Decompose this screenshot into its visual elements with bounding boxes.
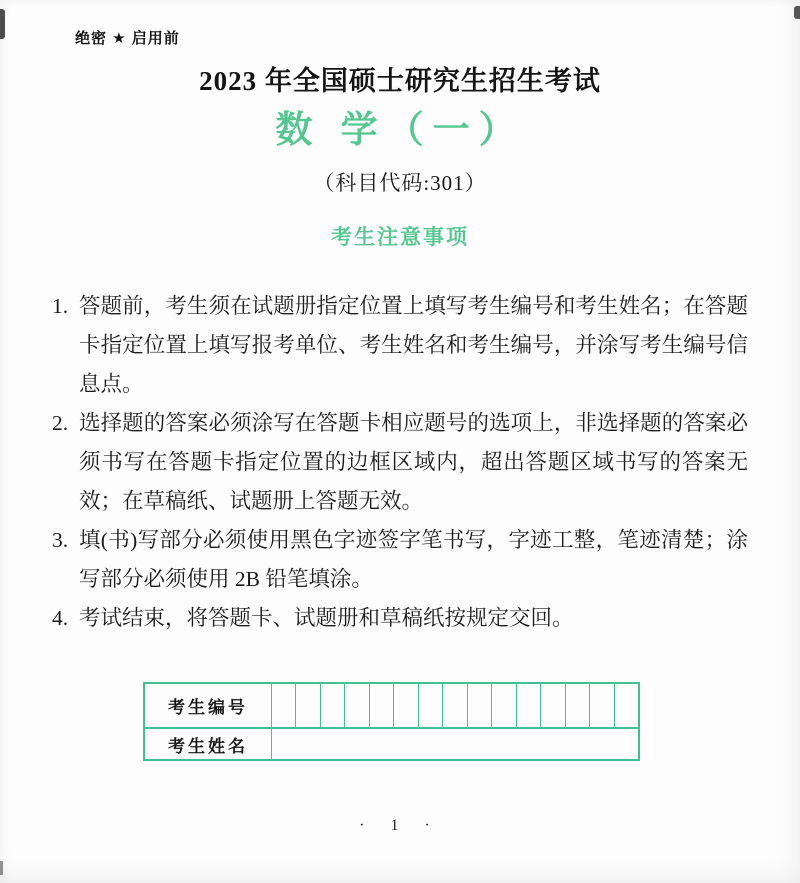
digit-cell <box>443 684 467 727</box>
digit-cell <box>590 684 614 727</box>
notice-heading: 考生注意事项 <box>331 226 469 249</box>
digit-cell <box>615 684 638 727</box>
digit-cell <box>566 684 590 727</box>
notice-text: 选择题的答案必须涂写在答题卡相应题号的选项上，非选择题的答案必须书写在答题卡指定位置的边框区域内，超出答题区域书写的答案无效；在草稿纸、试题册上答题无效。 <box>79 411 748 513</box>
digit-cell <box>296 684 320 727</box>
digit-cell <box>370 684 394 727</box>
scan-artifact-bottom-left <box>0 861 3 875</box>
notice-item-1 <box>52 287 748 404</box>
candidate-number-digit-cells <box>272 684 638 727</box>
candidate-info-table <box>143 682 640 761</box>
notice-number: 1. <box>52 294 69 318</box>
notice-number: 3. <box>52 528 69 552</box>
notice-number: 2. <box>52 411 69 435</box>
notice-item-4 <box>52 599 748 638</box>
digit-cell <box>272 684 296 727</box>
page-number: · 1 · <box>359 817 441 834</box>
scan-artifact-top-right <box>794 6 800 19</box>
notice-list <box>52 287 748 638</box>
candidate-name-row <box>145 729 638 759</box>
digit-cell <box>321 684 345 727</box>
subject-title: 数 学（一） <box>275 109 525 150</box>
candidate-name-label: 考生姓名 <box>145 729 272 759</box>
notice-text: 填(书)写部分必须使用黑色字迹签字笔书写，字迹工整，笔迹清楚；涂写部分必须使用 2B 铅笔填涂。 <box>79 528 748 591</box>
digit-cell <box>394 684 418 727</box>
digit-cell <box>468 684 492 727</box>
notice-number: 4. <box>52 606 69 630</box>
notice-text: 考试结束，将答题卡、试题册和草稿纸按规定交回。 <box>79 606 574 630</box>
candidate-number-row <box>145 684 638 729</box>
digit-cell <box>345 684 369 727</box>
notice-item-2 <box>52 404 748 521</box>
digit-cell <box>517 684 541 727</box>
exam-title: 2023 年全国硕士研究生招生考试 <box>199 66 601 96</box>
digit-cell <box>541 684 565 727</box>
candidate-name-blank <box>272 729 638 759</box>
security-classification-label: 绝密 ★ 启用前 <box>75 30 180 47</box>
scan-artifact-top-left <box>0 9 5 39</box>
subject-code: （科目代码:301） <box>313 171 487 195</box>
notice-text: 答题前，考生须在试题册指定位置上填写考生编号和考生姓名；在答题卡指定位置上填写报考单位、考生姓名和考生编号，并涂写考生编号信息点。 <box>79 294 748 396</box>
notice-item-3 <box>52 521 748 599</box>
candidate-number-label: 考生编号 <box>145 684 272 727</box>
digit-cell <box>419 684 443 727</box>
digit-cell <box>492 684 516 727</box>
